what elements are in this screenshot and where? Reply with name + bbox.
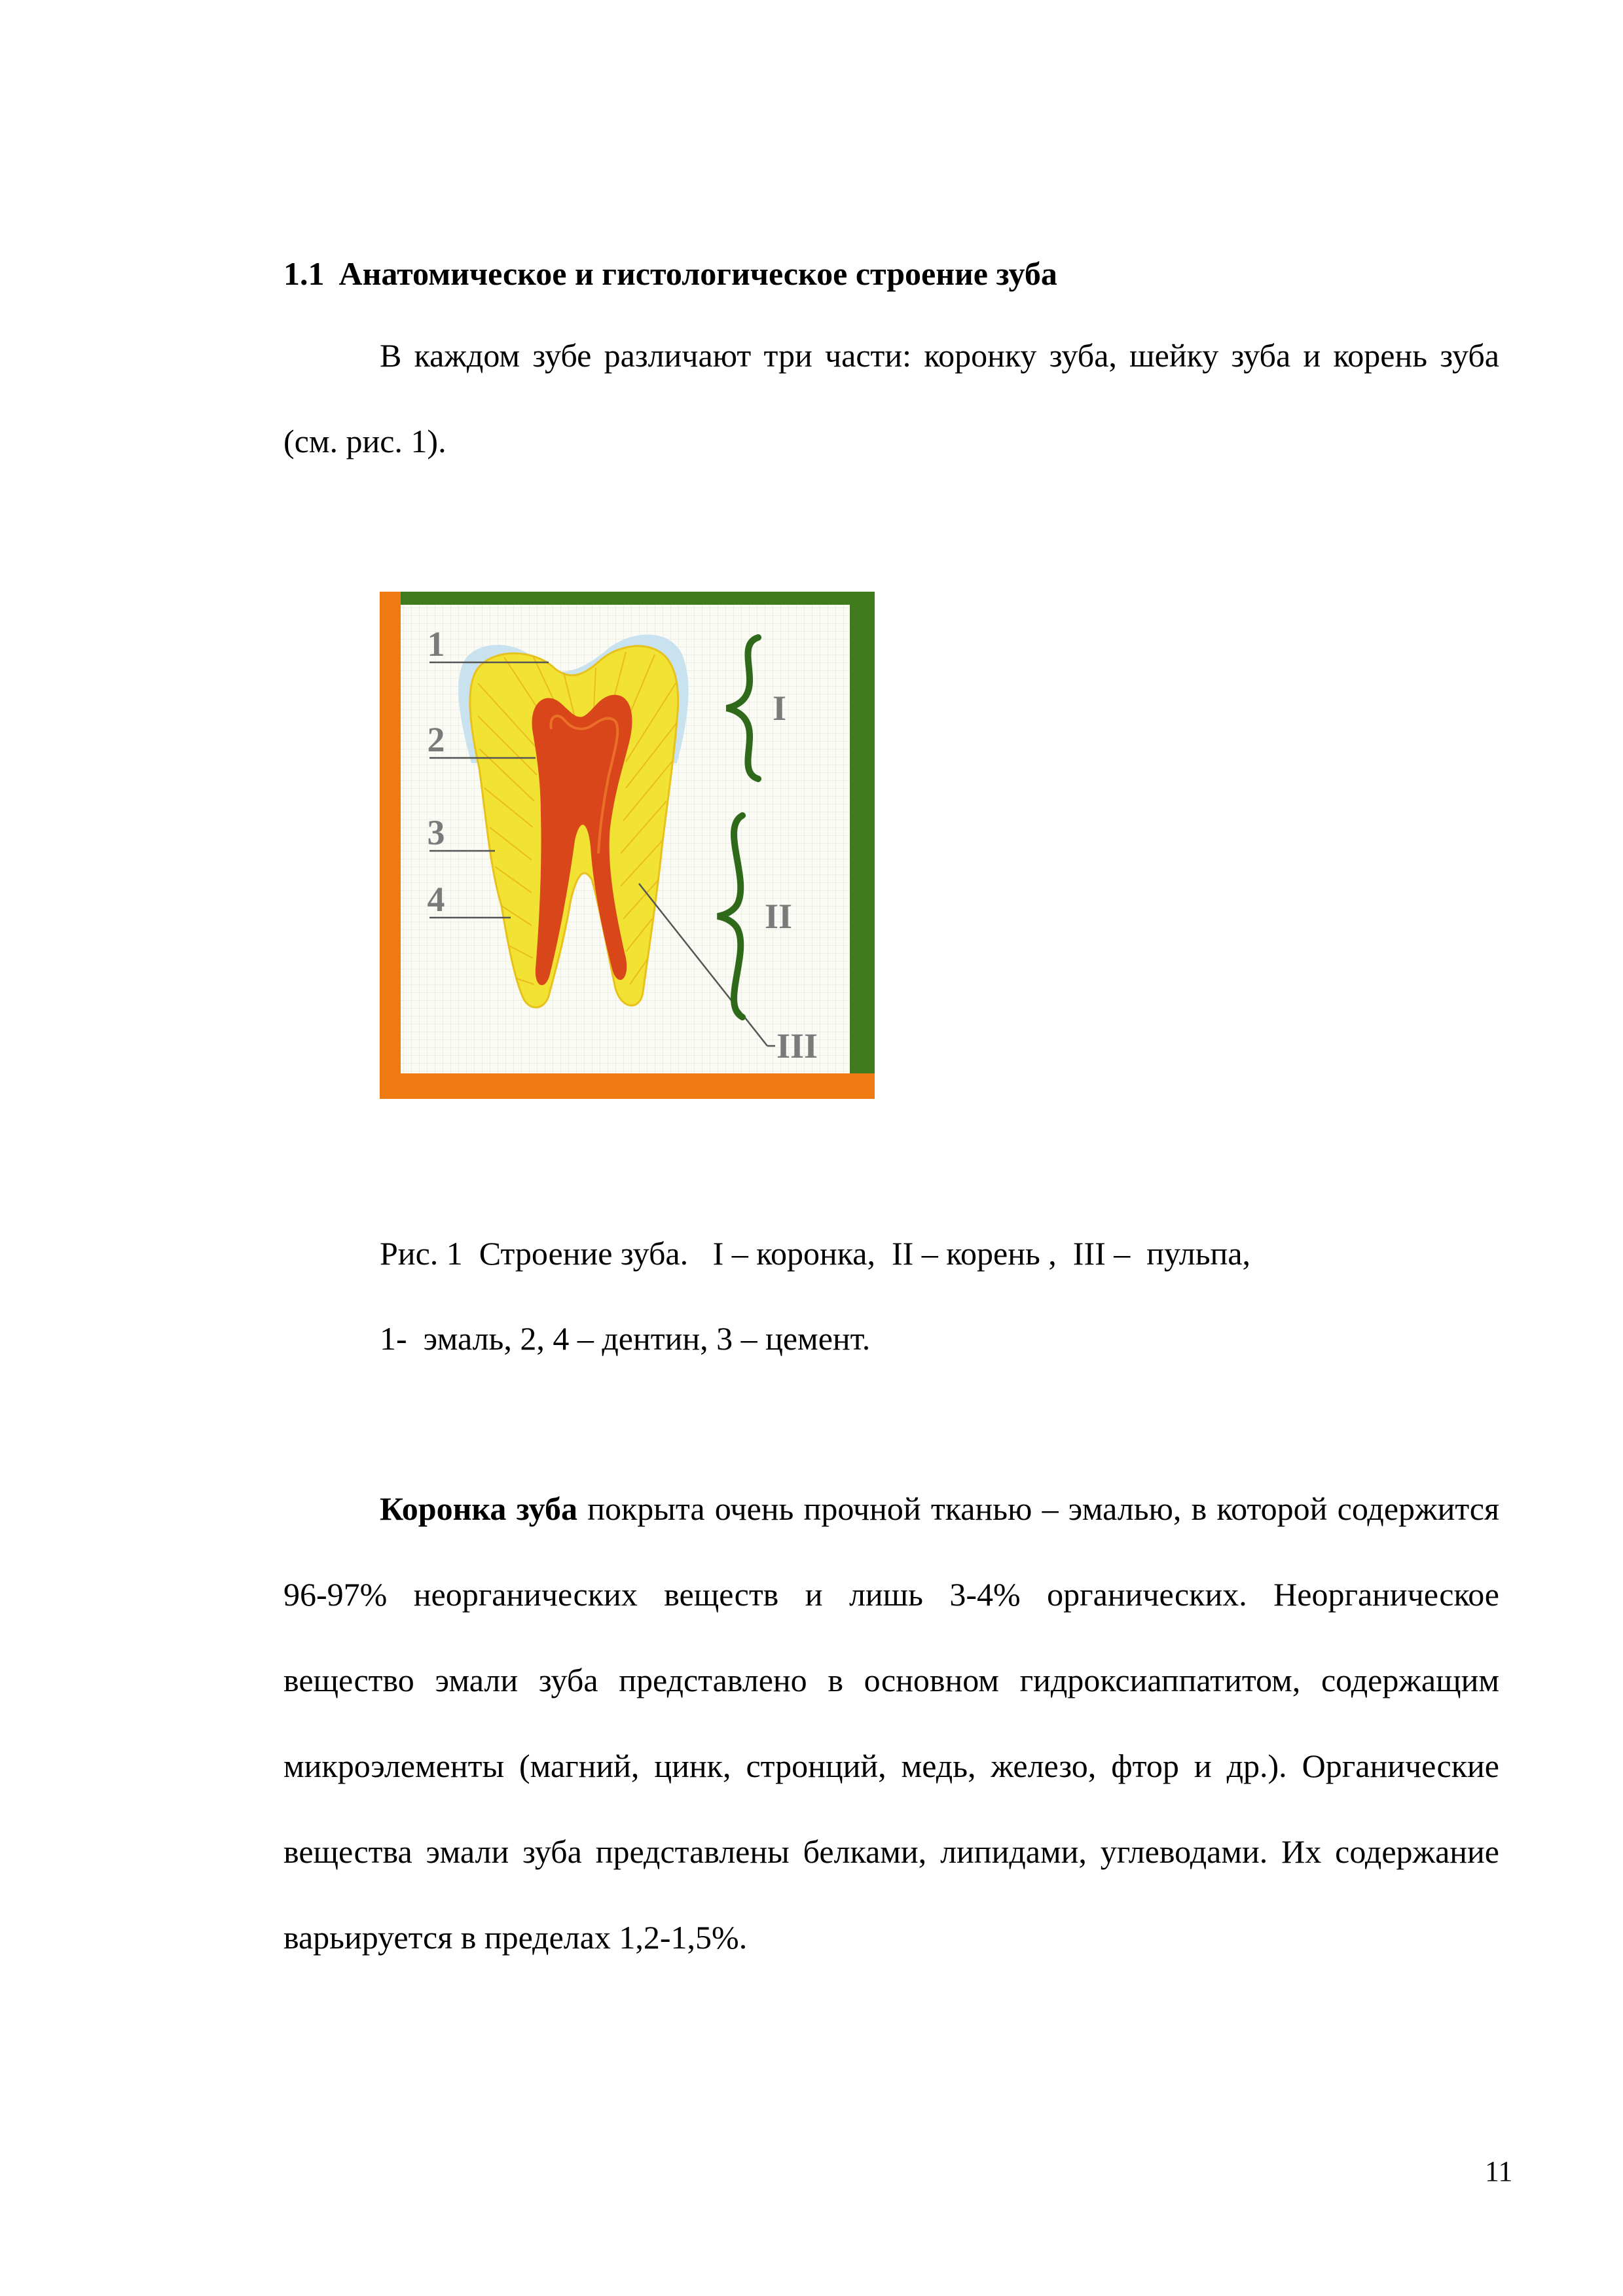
intro-paragraph: [283, 313, 1499, 484]
figure-caption-line-1: Рис. 1 Строение зуба. I – коронка, II – корень , III – пульпа,: [380, 1235, 1251, 1272]
figure-caption-line-2: 1- эмаль, 2, 4 – дентин, 3 – цемент.: [380, 1320, 871, 1357]
frame-green-top: [389, 592, 875, 605]
label-4-dentin: 4: [427, 880, 445, 919]
crown-paragraph-text: покрыта очень прочной тканью – эмалью, в которой содержится 96-97% неорганических веществ и лишь 3-4% органических. Неорганическое вещество эмали зуба представлено в основном гидроксиаппатитом, содержащим микроэлементы (магний, цинк, стронций, медь, железо, фтор и др.). Органические вещества эмали зуба представлены белками, липидами, углеводами. Их содержание варьируется в пределах 1,2-1,5%.: [283, 1490, 1499, 1956]
frame-orange-left: [380, 592, 401, 1099]
label-2-dentin: 2: [427, 720, 445, 759]
label-3-cement: 3: [427, 813, 445, 852]
label-I-crown: I: [773, 689, 787, 728]
intro-paragraph-text: В каждом зубе различают три части: коронку зуба, шейку зуба и корень зуба (см. рис. 1).: [283, 337, 1499, 459]
label-III-pulp: III: [776, 1026, 818, 1066]
frame-orange-bottom: [380, 1073, 875, 1099]
page-number: 11: [1485, 2155, 1513, 2187]
section-title: Анатомическое и гистологическое строение зуба: [338, 255, 1057, 292]
crown-paragraph-bold-lead: Коронка зуба: [380, 1490, 578, 1527]
crown-paragraph: [283, 1466, 1499, 1981]
section-number: 1.1: [283, 255, 325, 292]
tooth-structure-figure: [380, 592, 875, 1099]
label-II-root: II: [765, 897, 793, 936]
section-heading: [283, 251, 1057, 296]
frame-green-right: [850, 592, 875, 1073]
label-1-enamel: 1: [427, 624, 445, 664]
